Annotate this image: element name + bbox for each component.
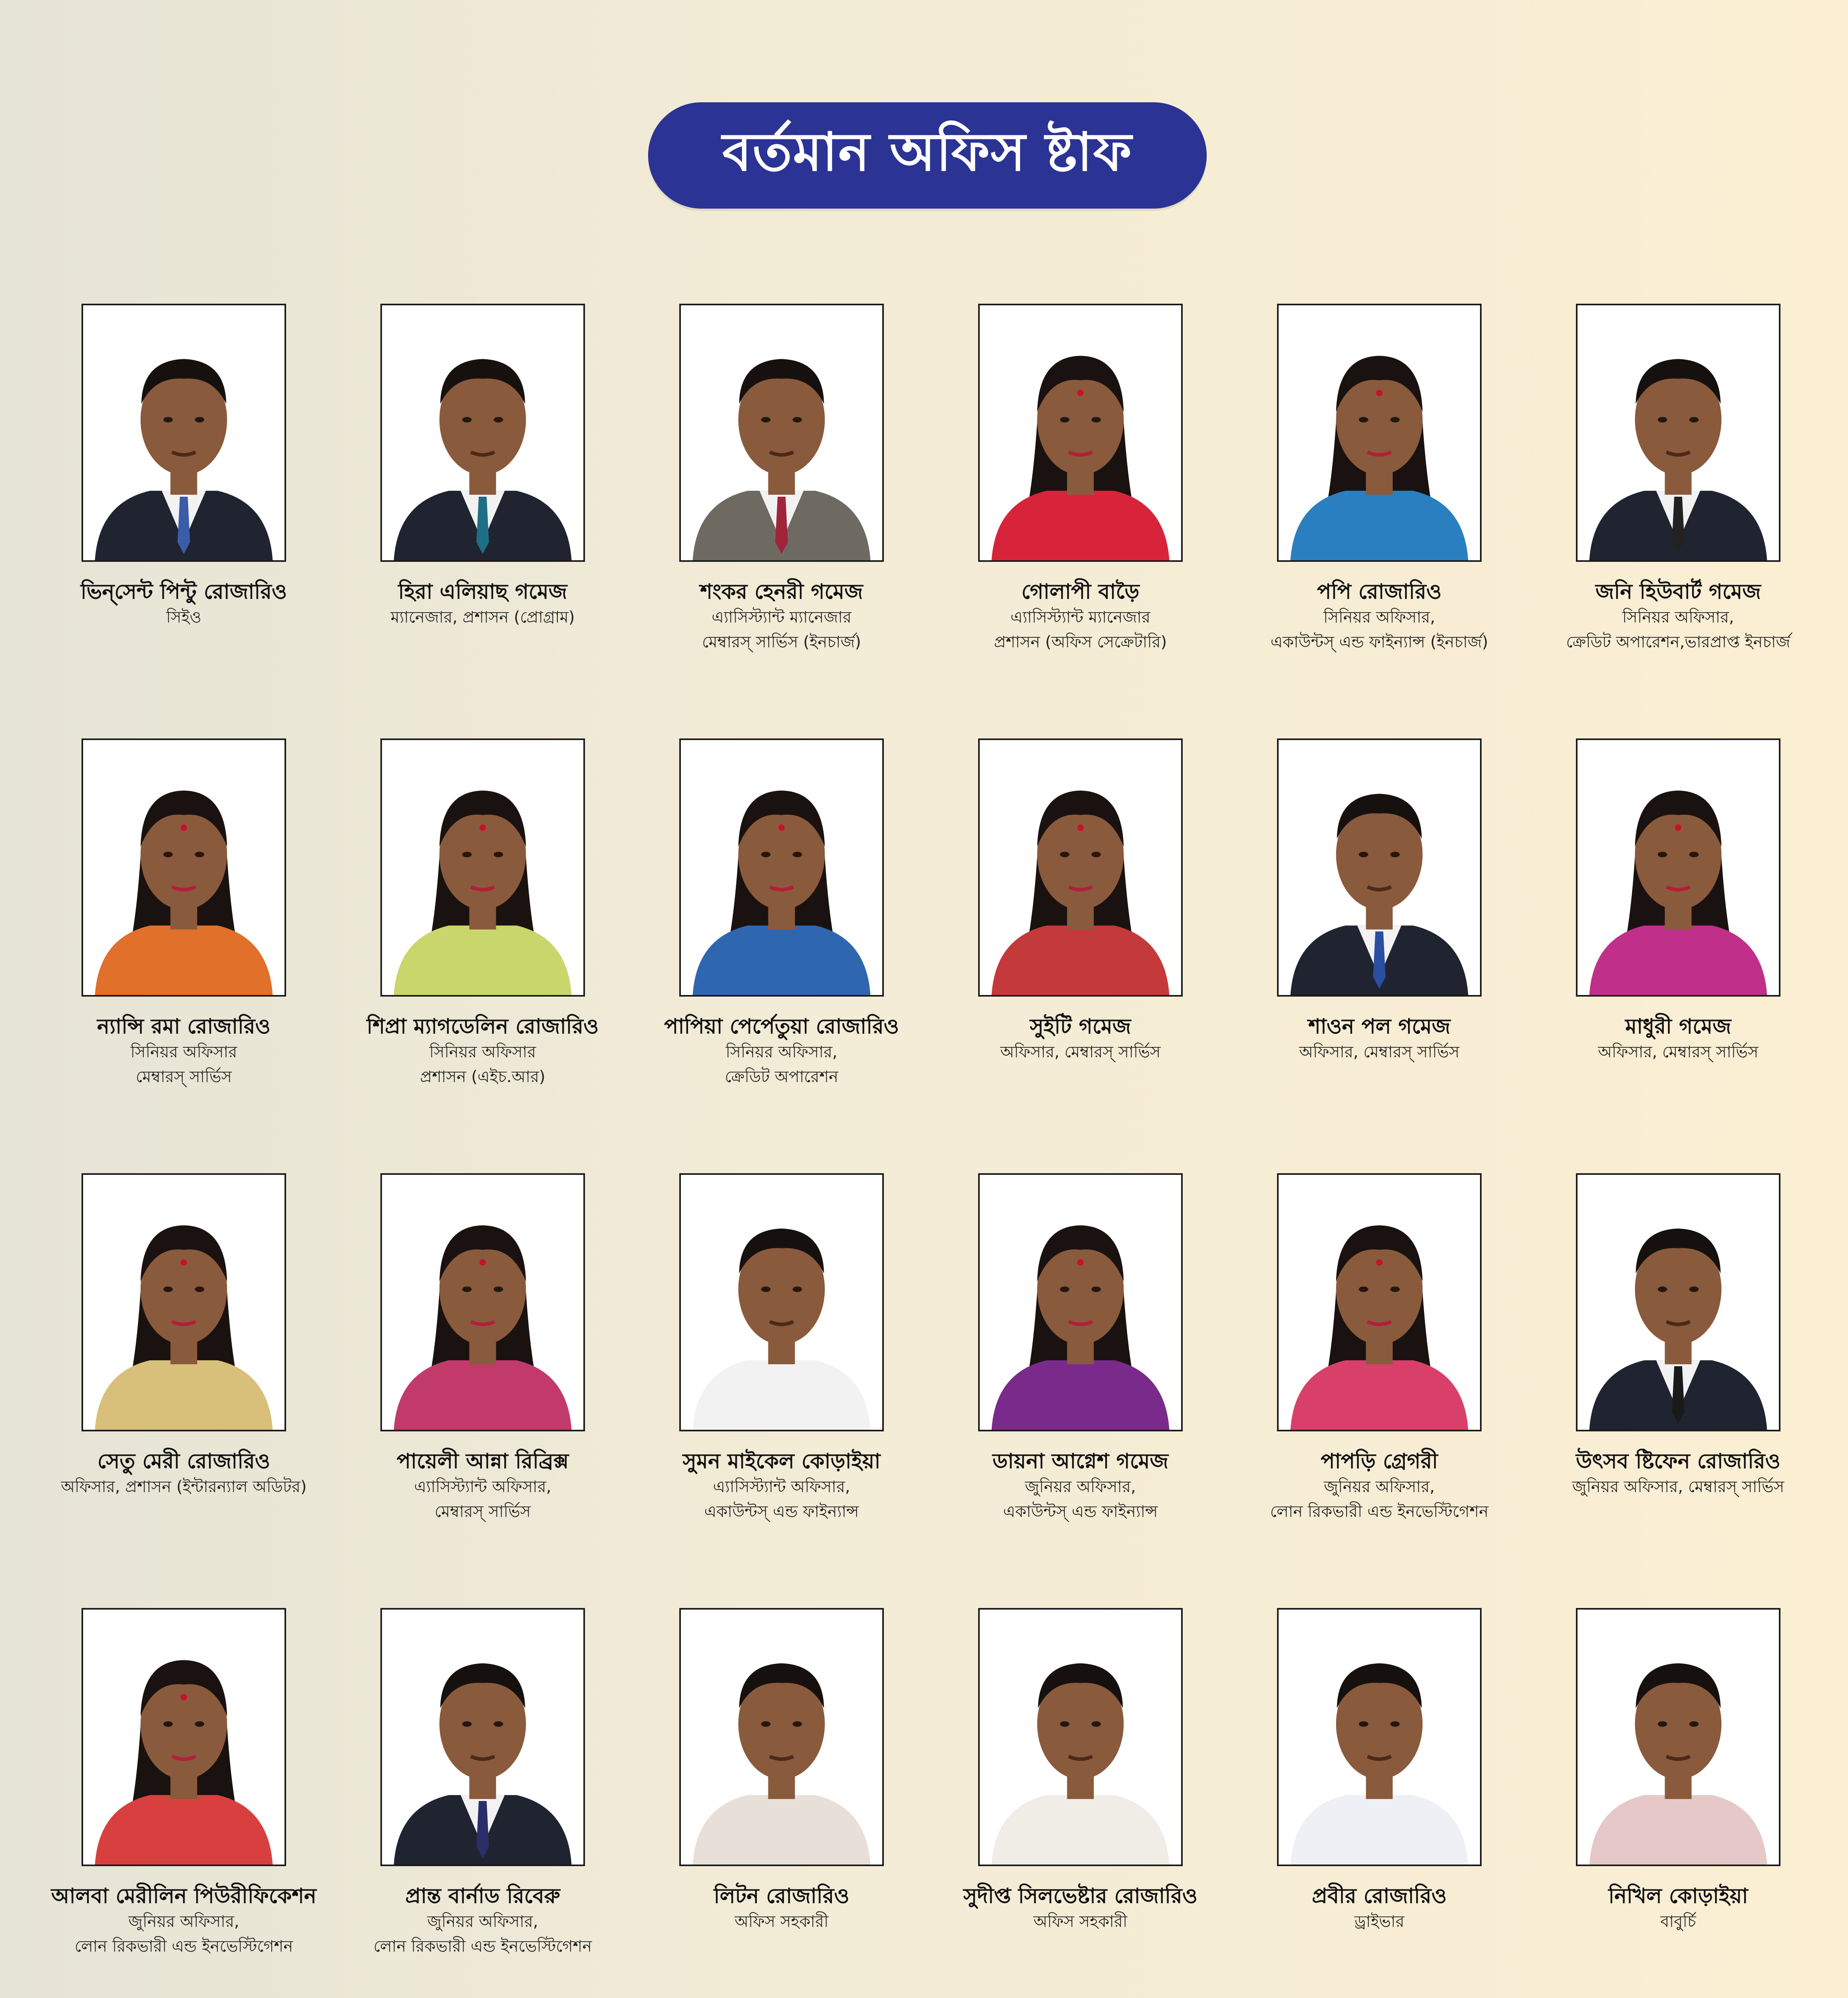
portrait-image [681, 1610, 882, 1865]
portrait-image [1577, 1175, 1779, 1430]
staff-role: অফিস সহকারী [1033, 1912, 1128, 1931]
portrait-image [83, 1175, 284, 1430]
staff-photo [1576, 1608, 1780, 1866]
staff-role: জুনিয়র অফিসার, [427, 1912, 538, 1931]
staff-name: নিখিল কোড়াইয়া [1608, 1884, 1748, 1908]
staff-role: ম্যানেজার, প্রশাসন (প্রোগ্রাম) [390, 608, 575, 627]
staff-photo [1277, 738, 1482, 997]
staff-role: জুনিয়র অফিসার, মেম্বারস্‌ সার্ভিস [1572, 1478, 1784, 1496]
portrait-image [83, 740, 284, 995]
staff-department: লোন রিকভারী এন্ড ইনভেস্টিগেশন [1270, 1502, 1489, 1521]
staff-photo [1277, 304, 1482, 562]
staff-role: বাবুর্চি [1660, 1912, 1696, 1931]
staff-photo [679, 1173, 884, 1431]
staff-photo [380, 304, 585, 562]
staff-name: গোলাপী বাড়ৈ [1021, 580, 1140, 604]
staff-photo [380, 738, 585, 997]
staff-photo [1576, 304, 1780, 562]
staff-department: একাউন্টস্‌ এন্ড ফাইন্যান্স [1003, 1502, 1158, 1521]
staff-role: সিনিয়র অফিসার, [726, 1043, 837, 1061]
staff-role: অফিসার, মেম্বারস্‌ সার্ভিস [1598, 1043, 1758, 1061]
staff-role: অফিসার, মেম্বারস্‌ সার্ভিস [1000, 1043, 1161, 1061]
staff-photo [978, 304, 1183, 562]
staff-photo [978, 1608, 1183, 1866]
staff-department: প্রশাসন (এইচ.আর) [420, 1068, 545, 1086]
staff-role: জুনিয়র অফিসার, [1324, 1478, 1435, 1496]
staff-role: এ্যাসিস্ট্যান্ট ম্যানেজার [1011, 608, 1150, 627]
staff-name: ডায়না আগ্নেশ গমেজ [992, 1449, 1169, 1473]
staff-department: মেম্বারস্‌ সার্ভিস [135, 1068, 232, 1086]
portrait-image [382, 1175, 583, 1430]
staff-name: মাধুরী গমেজ [1625, 1015, 1731, 1039]
staff-role: এ্যাসিস্ট্যান্ট অফিসার, [414, 1478, 551, 1496]
portrait-image [980, 305, 1181, 560]
portrait-image [1279, 740, 1480, 995]
portrait-image [980, 1610, 1181, 1865]
staff-photo [1576, 738, 1780, 997]
staff-name: ন্যান্সি রমা রোজারিও [97, 1015, 271, 1039]
staff-role: সিনিয়র অফিসার [130, 1043, 237, 1061]
staff-role: অফিস সহকারী [734, 1912, 829, 1931]
portrait-image [681, 740, 882, 995]
staff-photo [679, 738, 884, 997]
staff-name: সুদীপ্ত সিলভেষ্টার রোজারিও [963, 1884, 1198, 1908]
staff-photo [679, 1608, 884, 1866]
portrait-image [382, 1610, 583, 1865]
portrait-image [382, 305, 583, 560]
staff-photo [82, 1608, 286, 1866]
staff-photo [1576, 1173, 1780, 1431]
portrait-image [1279, 1175, 1480, 1430]
staff-role: ড্রাইভার [1354, 1912, 1404, 1931]
portrait-image [1577, 305, 1779, 560]
staff-name: শিপ্রা ম্যাগডেলিন রোজারিও [366, 1015, 599, 1039]
staff-photo [82, 1173, 286, 1431]
staff-photo [679, 304, 884, 562]
staff-department: ক্রেডিট অপারেশন,ভারপ্রাপ্ত ইনচার্জ [1566, 633, 1790, 651]
portrait-image [1577, 1610, 1779, 1865]
staff-role: সিনিয়র অফিসার, [1622, 608, 1734, 627]
staff-name: সেতু মেরী রোজারিও [97, 1449, 271, 1473]
staff-photo [380, 1173, 585, 1431]
staff-photo [380, 1608, 585, 1866]
staff-photo [1277, 1173, 1482, 1431]
staff-photo [1277, 1608, 1482, 1866]
staff-photo [82, 738, 286, 997]
staff-department: লোন রিকভারী এন্ড ইনভেস্টিগেশন [373, 1937, 592, 1956]
portrait-image [681, 1175, 882, 1430]
staff-name: শাওন পল গমেজ [1308, 1015, 1450, 1039]
staff-name: উৎসব ষ্টিফেন রোজারিও [1576, 1449, 1780, 1473]
portrait-image [83, 1610, 284, 1865]
staff-name: শংকর হেনরী গমেজ [700, 580, 863, 604]
staff-name: হিরা এলিয়াছ গমেজ [398, 580, 567, 604]
staff-role: এ্যাসিস্ট্যান্ট অফিসার, [713, 1478, 850, 1496]
staff-name: সুইটি গমেজ [1030, 1015, 1131, 1039]
staff-role: অফিসার, মেম্বারস্‌ সার্ভিস [1299, 1043, 1460, 1061]
staff-role: সিনিয়র অফিসার [429, 1043, 536, 1061]
portrait-image [980, 1175, 1181, 1430]
staff-photo [978, 1173, 1183, 1431]
staff-role: অফিসার, প্রশাসন (ইন্টারন্যাল অডিটর) [61, 1478, 307, 1496]
portrait-image [681, 305, 882, 560]
staff-name: আলবা মেরীলিন পিউরীফিকেশন [51, 1884, 316, 1908]
staff-photo [82, 304, 286, 562]
portrait-image [980, 740, 1181, 995]
staff-department: মেম্বারস্‌ সার্ভিস (ইনচার্জ) [702, 633, 861, 651]
staff-department: মেম্বারস্‌ সার্ভিস [434, 1502, 531, 1521]
staff-name: প্রবীর রোজারিও [1312, 1884, 1447, 1908]
portrait-image [1279, 1610, 1480, 1865]
staff-name: ভিন্‌সেন্ট পিন্টু রোজারিও [80, 580, 287, 604]
staff-role: জুনিয়র অফিসার, [128, 1912, 239, 1931]
staff-department: লোন রিকভারী এন্ড ইনভেস্টিগেশন [74, 1937, 293, 1956]
staff-role: এ্যাসিস্ট্যান্ট ম্যানেজার [712, 608, 851, 627]
staff-photo [978, 738, 1183, 997]
page-title: বর্তমান অফিস ষ্টাফ [648, 102, 1207, 209]
staff-name: পপি রোজারিও [1317, 580, 1442, 604]
staff-name: জনি হিউবার্ট গমেজ [1595, 580, 1761, 604]
staff-department: একাউন্টস্‌ এন্ড ফাইন্যান্স (ইনচার্জ) [1270, 633, 1488, 651]
staff-role: সিইও [166, 608, 202, 627]
staff-name: পায়েলী আন্না রিব্রিক্স [396, 1449, 569, 1473]
staff-name: প্রান্ত বার্নাড রিবেরু [405, 1884, 560, 1908]
staff-department: ক্রেডিট অপারেশন [724, 1068, 839, 1086]
portrait-image [1279, 305, 1480, 560]
staff-name: লিটন রোজারিও [714, 1884, 849, 1908]
staff-department: একাউন্টস্‌ এন্ড ফাইন্যান্স [704, 1502, 859, 1521]
staff-role: সিনিয়র অফিসার, [1323, 608, 1435, 627]
staff-name: সুমন মাইকেল কোড়াইয়া [682, 1449, 881, 1473]
staff-department: প্রশাসন (অফিস সেক্রেটারি) [994, 633, 1167, 651]
staff-role: জুনিয়র অফিসার, [1025, 1478, 1136, 1496]
staff-name: পাপড়ি গ্রেগরী [1321, 1449, 1438, 1473]
portrait-image [382, 740, 583, 995]
portrait-image [83, 305, 284, 560]
staff-name: পাপিয়া পের্পেতুয়া রোজারিও [664, 1015, 899, 1039]
portrait-image [1577, 740, 1779, 995]
